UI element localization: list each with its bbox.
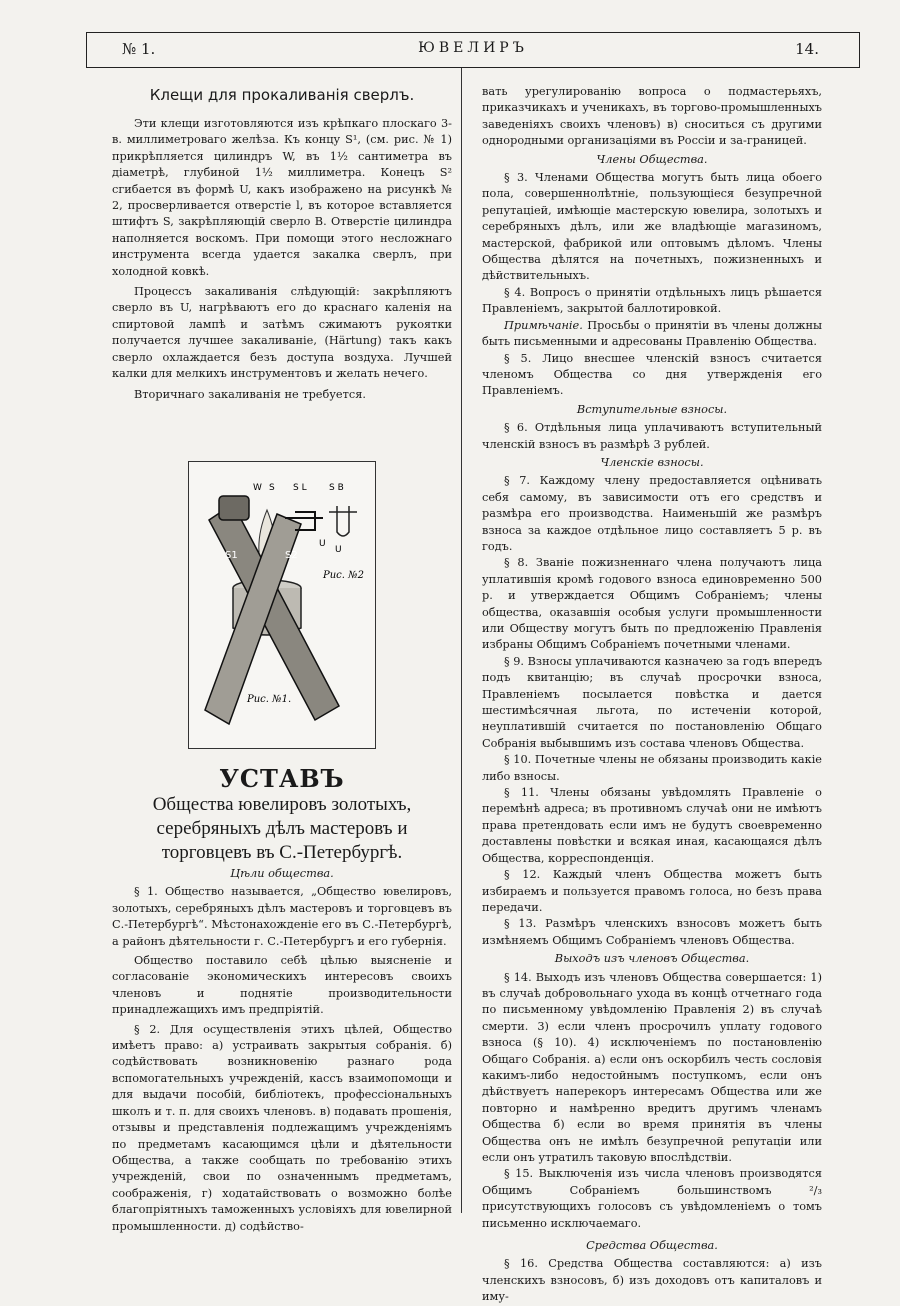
statute-paragraph: § 2. Для осуществленія этихъ цѣлей, Общество имѣетъ право: а) устраивать закрытыя собранія. б) содѣйствовать возникновенію разнаго рода вспомогательныхъ учрежденій, кассъ взаимопомощи и для выдачи пособій, библіотекъ, профессіональныхъ школъ и т. п. для своихъ членовъ. в) подавать прошенія, отзывы и представленія подлежащимъ учрежденіямъ по предметамъ касающимся цѣли и дѣятельности Общества, а также сообщать по требованію этихъ учрежденій, свои по означеннымъ предметамъ, соображенія, г) ходатайствовать о возможно болѣе благопріятныхъ таможенныхъ условіяхъ для ювелирной промышленности. д) содѣйство- bbox=[112, 1022, 452, 1233]
label-sl: S L bbox=[293, 483, 307, 493]
section-heading: Выходъ изъ членовъ Общества. bbox=[554, 952, 750, 966]
label-u: U bbox=[319, 539, 326, 549]
label-u2: U bbox=[335, 545, 342, 555]
statute-paragraph: § 15. Выключенія изъ числа членовъ производятся Общимъ Собраніемъ большинствомъ ²/₃ присутствующихъ голосовъ съ увѣдомленіемъ о томъ письменно исключаемаго. bbox=[482, 1167, 822, 1230]
statute-paragraph: § 8. Званіе пожизненнаго члена получаютъ лица уплатившія кромѣ годового взноса единовременно 500 р. и утверждается Общимъ Собраніемъ; члены общества, оказавшія особыя услуги промышленности или Обществу могутъ быть по предложенію Правленія избраны Общимъ Собраніемъ почетными членами. bbox=[482, 556, 822, 652]
statute-paragraph: § 12. Каждый членъ Общества можетъ быть избираемъ и пользуется правомъ голоса, но безъ права передачи. bbox=[482, 868, 822, 914]
statute-paragraph: § 6. Отдѣльныя лица уплачиваютъ вступительный членскій взносъ въ размѣрѣ 3 рублей. bbox=[482, 421, 822, 451]
statute-paragraph: § 11. Члены обязаны увѣдомлять Правленіе о перемѣнѣ адреса; въ противномъ случаѣ они не имѣютъ права претендовать если имъ не будутъ своевременно доставлены повѣстки и всякая иная, касающаяся дѣлъ Общества, корреспонденція. bbox=[482, 786, 822, 865]
label-w: W bbox=[253, 483, 262, 493]
statute-paragraph: вать урегулированію вопроса о подмастерьяхъ, приказчикахъ и ученикахъ, въ торгово-промышленныхъ заведеніяхъ своихъ членовъ) в) сноситься съ другими однородными организаціями въ Россіи и за-границей. bbox=[482, 85, 822, 148]
section-heading: Цѣли общества. bbox=[230, 867, 334, 880]
statute-paragraph: § 10. Почетные члены не обязаны производить какіе либо взносы. bbox=[482, 753, 822, 783]
tongs-figure bbox=[188, 461, 376, 749]
statute-right-column bbox=[482, 84, 822, 1306]
article-paragraph: Процессъ закаливанія слѣдующій: закрѣпляютъ сверло въ U, нагрѣваютъ его до краснаго каленія на спиртовой лампѣ и затѣмъ сжимаютъ рукоятки получается лучшее закаливаніе, (Härtung) такъ какъ сверло охлаждается безъ доступа воздуха. Лучшей калки для мелкихъ инструментовъ и желать нечего. bbox=[112, 285, 452, 381]
note-label: Примѣчаніе. bbox=[504, 318, 583, 332]
issue-number: № 1. bbox=[122, 40, 156, 58]
statute-left-column bbox=[112, 864, 452, 1235]
statute-paragraph: § 14. Выходъ изъ членовъ Общества совершается: 1) въ случаѣ добровольнаго ухода въ концѣ отчетнаго года по письменному увѣдомленію Правленія 2) въ случаѣ смерти. 3) если членъ просрочилъ уплату годового взноса (§ 10). 4) исключеніемъ по постановленію Общаго Собранія. а) если онъ оскорбилъ честь сословія какимъ-либо недостойнымъ поступкомъ, если онъ дѣйствуетъ наперекоръ интересамъ Общества или же повторно и намѣренно вредитъ другимъ членамъ Общества б) если во время принятія въ члены Общества онъ не имѣлъ безупречной репутаціи или если онъ утратилъ таковую впослѣдствіи. bbox=[482, 970, 822, 1164]
statute-paragraph: § 9. Взносы уплачиваются казначею за годъ впередъ подъ квитанцію; въ случаѣ просрочки взноса, Правленіемъ посылается повѣстка и дается шестимѣсячная льгота, по истеченіи которой, неуплатившій считается по постановленію Общаго Собранія выбывшимъ изъ состава членовъ Общества. bbox=[482, 654, 823, 750]
caption-fig1: Рис. №1. bbox=[247, 694, 292, 705]
caption-fig2: Рис. №2 bbox=[323, 570, 364, 581]
statute-paragraph: § 16. Средства Общества составляются: а) изъ членскихъ взносовъ, б) изъ доходовъ отъ капиталовъ и иму- bbox=[482, 1257, 822, 1304]
statute-paragraph: § 1. Общество называется, „Общество ювелировъ, золотыхъ, серебряныхъ дѣлъ мастеровъ и торговцевъ въ С.-Петербургѣ“. Мѣстонахожденіе его въ С.-Петербургѣ, а районъ дѣятельности г. С.-Петербургъ и его губернія. bbox=[112, 885, 452, 948]
note-text: Просьбы о принятіи въ члены должны быть письменными и адресованы Правленію Общества. bbox=[482, 318, 823, 349]
article-body bbox=[112, 116, 452, 403]
statute-paragraph: § 5. Лицо внесшее членскій взносъ считается членомъ Общества со дня утвержденія его Правленіемъ. bbox=[482, 351, 822, 398]
statute-subtitle: Общества ювелировъ золотыхъ, серебряныхъ дѣлъ мастеровъ и торговцевъ въ С.-Петербургѣ. bbox=[152, 794, 412, 863]
article-title: Клещи для прокаливанія сверлъ. bbox=[149, 86, 415, 104]
page-header bbox=[86, 32, 860, 68]
article-paragraph: Эти клещи изготовляются изъ крѣпкаго плоскаго 3-в. миллиметроваго желѣза. Къ концу S¹, (см. рис. № 1) прикрѣпляется цилиндръ W, въ 1½ сантиметра въ діаметрѣ, глубиной 1½ миллиметра. Конецъ S² сгибается въ формѣ U, какъ изображено на рисункѣ № 2, просверливается отверстіе l, въ которое вставляется штифтъ S, закрѣпляющій сверло B. Отверстіе цилиндра наполняется воскомъ. При помощи этого несложнаго инструмента всегда удается закалка сверлъ, при холодной ковкѣ. bbox=[112, 117, 452, 278]
section-heading: Вступительные взносы. bbox=[576, 402, 728, 416]
statute-paragraph: § 7. Каждому члену предоставляется оцѣнивать себя самому, въ зависимости отъ его средствъ и размѣра его производства. Наименьшій же размѣръ взноса за каждое отдѣльное лицо составляетъ 5 р. въ годъ. bbox=[482, 474, 822, 553]
statute-title: УСТАВЪ bbox=[219, 764, 345, 793]
label-s: S bbox=[269, 483, 275, 493]
page-number: 14. bbox=[795, 40, 819, 58]
statute-note bbox=[482, 318, 822, 351]
label-s2: S2 bbox=[285, 550, 298, 561]
statute-paragraph: § 3. Членами Общества могутъ быть лица обоего пола, совершеннолѣтніе, пользующіеся безупречной репутаціей, имѣющіе мастерскую ювелира, золотыхъ и серебряныхъ дѣлъ, или же владѣющіе магазиномъ, мастерской, фабрикой или оптовымъ дѣломъ. Члены Общества дѣлятся на почетныхъ, пожизненныхъ и дѣйствительныхъ. bbox=[482, 171, 822, 283]
article-paragraph: Вторичнаго закаливанія не требуется. bbox=[134, 387, 366, 401]
statute-paragraph: Общество поставило себѣ цѣлью выясненіе и согласованіе экономическихъ интересовъ своихъ членовъ и поднятіе производительности принадлежащихъ имъ предпріятій. bbox=[112, 954, 452, 1017]
journal-title: ЮВЕЛИРЪ bbox=[418, 40, 528, 56]
column-divider bbox=[461, 68, 462, 1213]
statute-paragraph: § 4. Вопросъ о принятіи отдѣльныхъ лицъ рѣшается Правленіемъ, закрытой баллотировкой. bbox=[482, 285, 822, 316]
label-s1: S1 bbox=[225, 550, 238, 561]
section-heading: Члены Общества. bbox=[596, 152, 708, 166]
section-heading: Средства Общества. bbox=[586, 1239, 718, 1253]
label-sb: S B bbox=[329, 483, 344, 493]
statute-paragraph: § 13. Размѣръ членскихъ взносовъ можетъ быть измѣняемъ Общимъ Собраніемъ членовъ Общества. bbox=[482, 917, 822, 947]
tongs-illustration bbox=[189, 462, 375, 748]
section-heading: Членскіе взносы. bbox=[600, 455, 704, 469]
